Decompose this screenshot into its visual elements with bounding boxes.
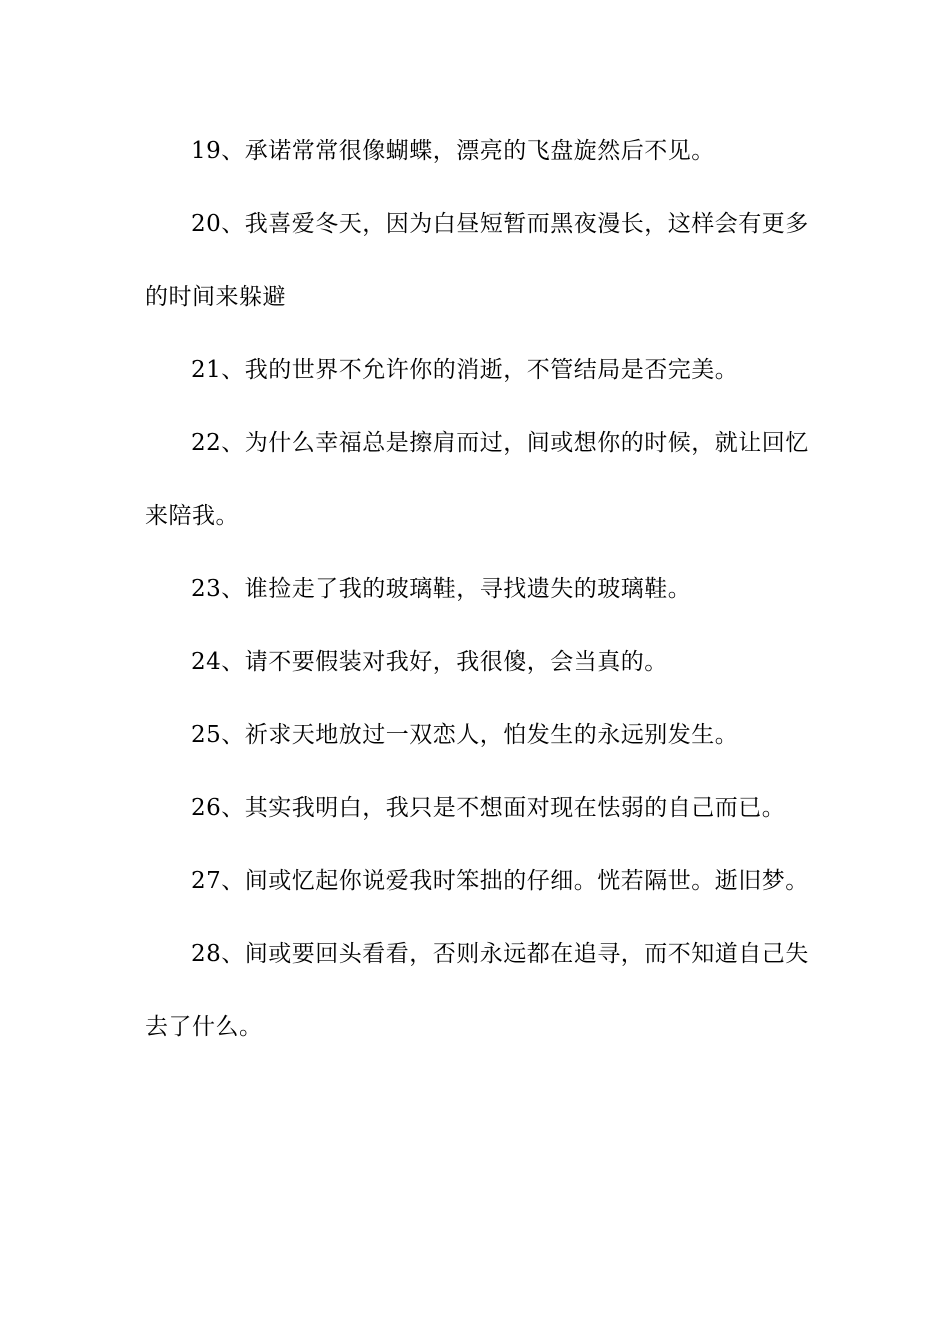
paragraph-23: 23、谁捡走了我的玻璃鞋，寻找遗失的玻璃鞋。: [191, 576, 692, 602]
paragraph-27: 27、间或忆起你说爱我时笨拙的仔细。恍若隔世。逝旧梦。: [191, 868, 809, 894]
document-body: [145, 115, 810, 1064]
paragraph-21: 21、我的世界不允许你的消逝，不管结局是否完美。: [191, 357, 739, 383]
paragraph-24: 24、请不要假装对我好，我很傻，会当真的。: [191, 649, 668, 675]
paragraph-28: 28、间或要回头看看，否则永远都在追寻，而不知道自己失去了什么。: [145, 941, 809, 1040]
paragraph-19: 19、承诺常常很像蝴蝶，漂亮的飞盘旋然后不见。: [191, 138, 715, 164]
paragraph-26: 26、其实我明白，我只是不想面对现在怯弱的自己而已。: [191, 795, 786, 821]
paragraph-25: 25、祈求天地放过一双恋人，怕发生的永远别发生。: [191, 722, 739, 748]
paragraph-20: 20、我喜爱冬天，因为白昼短暂而黑夜漫长，这样会有更多的时间来躲避: [145, 211, 809, 310]
paragraph-22: 22、为什么幸福总是擦肩而过，间或想你的时候，就让回忆来陪我。: [145, 430, 809, 529]
